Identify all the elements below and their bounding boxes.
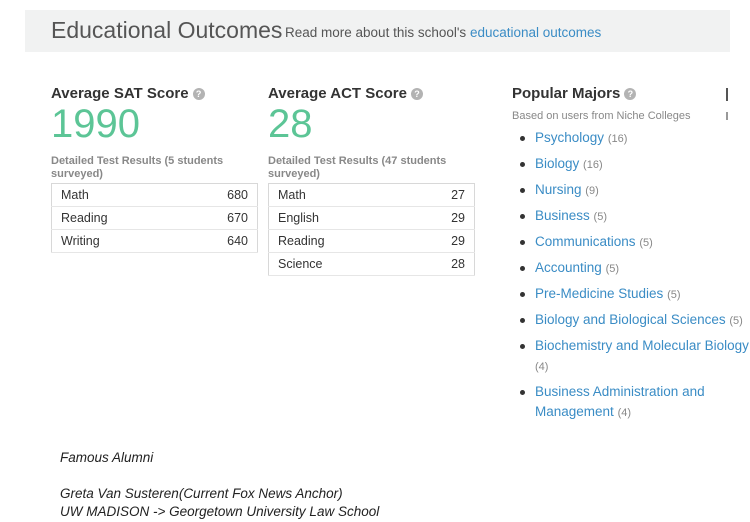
major-count: (5): [667, 289, 681, 301]
major-name[interactable]: Accounting: [535, 260, 602, 275]
sat-detail-label: Detailed Test Results (5 students surveyed): [51, 155, 224, 180]
help-icon[interactable]: ?: [193, 88, 205, 100]
sat-score: 1990: [51, 102, 140, 146]
sat-title: [51, 85, 205, 102]
list-item[interactable]: [535, 310, 750, 331]
subtitle-prefix: Read more about this school's: [285, 25, 467, 40]
list-item[interactable]: [535, 258, 750, 279]
major-name[interactable]: Business: [535, 208, 590, 223]
sat-title-text: Average SAT Score: [51, 85, 189, 102]
alumni-line-2: UW MADISON -> Georgetown University Law School: [60, 504, 380, 519]
row-label: Math: [52, 184, 180, 207]
list-item[interactable]: [535, 336, 750, 377]
table-row: [52, 184, 258, 207]
major-name[interactable]: Biochemistry and Molecular Biology: [535, 338, 749, 353]
row-label: Science: [269, 253, 407, 276]
major-count: (16): [583, 159, 603, 171]
major-count: (16): [607, 133, 628, 145]
major-count: (9): [585, 185, 599, 197]
major-count: (5): [593, 211, 607, 223]
list-item[interactable]: [535, 154, 750, 175]
major-name[interactable]: Communications: [535, 234, 636, 249]
row-label: English: [269, 207, 407, 230]
major-name[interactable]: Psychology: [535, 130, 605, 145]
act-results-table: [268, 183, 475, 276]
help-icon[interactable]: ?: [411, 88, 423, 100]
list-item[interactable]: [535, 382, 750, 423]
row-label: Math: [269, 184, 407, 207]
table-row: [269, 184, 475, 207]
act-title-text: Average ACT Score: [268, 85, 407, 102]
sat-results-table: [51, 183, 258, 253]
major-name[interactable]: Nursing: [535, 182, 582, 197]
list-item[interactable]: [535, 232, 750, 253]
row-value: 680: [180, 184, 258, 207]
major-count: (4): [617, 407, 632, 419]
major-count: (5): [729, 315, 743, 327]
major-name[interactable]: Biology and Biological Sciences: [535, 312, 726, 327]
act-title: [268, 85, 423, 102]
major-name[interactable]: Biology: [535, 156, 580, 171]
act-score: 28: [268, 102, 313, 146]
list-item[interactable]: [535, 284, 750, 305]
table-row: [52, 207, 258, 230]
majors-title-text: Popular Majors: [512, 85, 621, 102]
section-title: Educational Outcomes: [51, 17, 283, 43]
row-value: 27: [406, 184, 474, 207]
major-name[interactable]: Business Administration and Management: [535, 384, 705, 419]
row-value: 28: [406, 253, 474, 276]
list-item[interactable]: [535, 206, 750, 227]
list-item[interactable]: [535, 180, 750, 201]
table-row: [269, 253, 475, 276]
act-detail-label: Detailed Test Results (47 students surveyed): [268, 155, 447, 180]
majors-subtitle: Based on users from Niche Colleges: [512, 110, 691, 122]
majors-title: [512, 85, 636, 102]
row-value: 670: [180, 207, 258, 230]
table-row: [52, 230, 258, 253]
list-item[interactable]: [535, 128, 750, 149]
table-row: [269, 207, 475, 230]
majors-list: [512, 128, 750, 428]
alumni-line-1: Greta Van Susteren(Current Fox News Anchor): [60, 486, 343, 501]
major-name[interactable]: Pre-Medicine Studies: [535, 286, 664, 301]
section-subtitle: [285, 25, 601, 40]
row-value: 29: [406, 230, 474, 253]
famous-alumni-heading: Famous Alumni: [60, 450, 154, 465]
section-header: [25, 10, 730, 52]
truncated-column-edge: [726, 88, 728, 101]
educational-outcomes-link[interactable]: educational outcomes: [469, 25, 602, 40]
major-count: (5): [639, 237, 653, 249]
row-value: 640: [180, 230, 258, 253]
row-label: Writing: [52, 230, 180, 253]
row-label: Reading: [269, 230, 407, 253]
major-count: (4): [535, 361, 549, 373]
row-value: 29: [406, 207, 474, 230]
table-row: [269, 230, 475, 253]
help-icon[interactable]: ?: [624, 88, 636, 100]
major-count: (5): [605, 263, 620, 275]
truncated-column-edge: [726, 112, 728, 120]
row-label: Reading: [52, 207, 180, 230]
